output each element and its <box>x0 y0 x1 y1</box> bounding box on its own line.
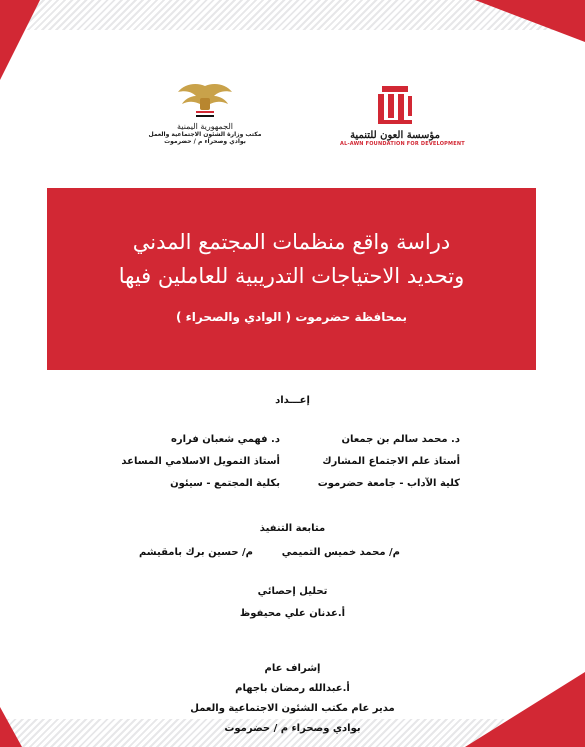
followup1-name: م/ محمد خميس التميمي <box>281 547 400 558</box>
awn-foundation-logo <box>340 82 465 162</box>
awn-name-ar: مؤسسة العون للتنمية <box>350 130 440 141</box>
stats-heading: تحليل إحصائي <box>257 586 328 597</box>
author2-block <box>121 429 280 495</box>
stats-person: أ.عدنان علي محيفوظ <box>239 608 346 619</box>
yemen-eagle-emblem-icon <box>176 80 234 120</box>
supervision-heading: إشراف عام <box>264 663 321 674</box>
awn-logo-icon <box>372 82 418 128</box>
author1-affiliation: كلية الآداب - جامعة حضرموت <box>317 478 460 489</box>
ministry-line3: بوادي وصحراء م / حضرموت <box>164 138 246 145</box>
top-right-corner-accent <box>475 0 585 42</box>
supervisor-title: مدير عام مكتب الشئون الاجتماعية والعمل <box>190 703 395 714</box>
banner-subtitle: بمحافظة حضرموت ( الوادي والصحراء ) <box>175 310 407 324</box>
author2-affiliation: بكلية المجتمع - سيئون <box>170 478 280 489</box>
ministry-line2: مكتب وزارة الشئون الاجتماعية والعمل <box>148 131 262 138</box>
title-line2: وتحديد الاحتياجات التدريبية للعاملين فيها <box>118 264 465 288</box>
supervisor-location: بوادي وصحراء م / حضرموت <box>224 723 361 734</box>
prepared-heading: إعـــداد <box>275 395 310 406</box>
followup-heading: متابعة التنفيذ <box>259 523 326 534</box>
awn-name-en: AL-AWN FOUNDATION FOR DEVELOPMENT <box>340 141 465 147</box>
authors <box>40 429 545 489</box>
title-banner <box>47 188 536 370</box>
author1-block <box>318 429 460 495</box>
bottom-left-corner-accent <box>0 707 22 747</box>
author1-name: د. محمد سالم بن جمعان <box>341 434 460 445</box>
title-line1: دراسة واقع منظمات المجتمع المدني <box>132 230 451 254</box>
ministry-line1: الجمهورية اليمنية <box>176 122 233 131</box>
ministry-logo <box>135 80 275 165</box>
top-left-corner-accent <box>0 0 40 80</box>
supervisor-name: أ.عبدالله رمضان باجهام <box>235 683 350 694</box>
followup2-name: م/ حسين برك بامقيشم <box>138 547 253 558</box>
credits-section <box>40 395 545 734</box>
author2-name: د. فهمي شعبان فراره <box>170 434 280 445</box>
author1-title: أستاذ علم الاجتماع المشارك <box>322 456 460 467</box>
author2-title: أستاذ التمويل الاسلامي المساعد <box>121 456 280 467</box>
